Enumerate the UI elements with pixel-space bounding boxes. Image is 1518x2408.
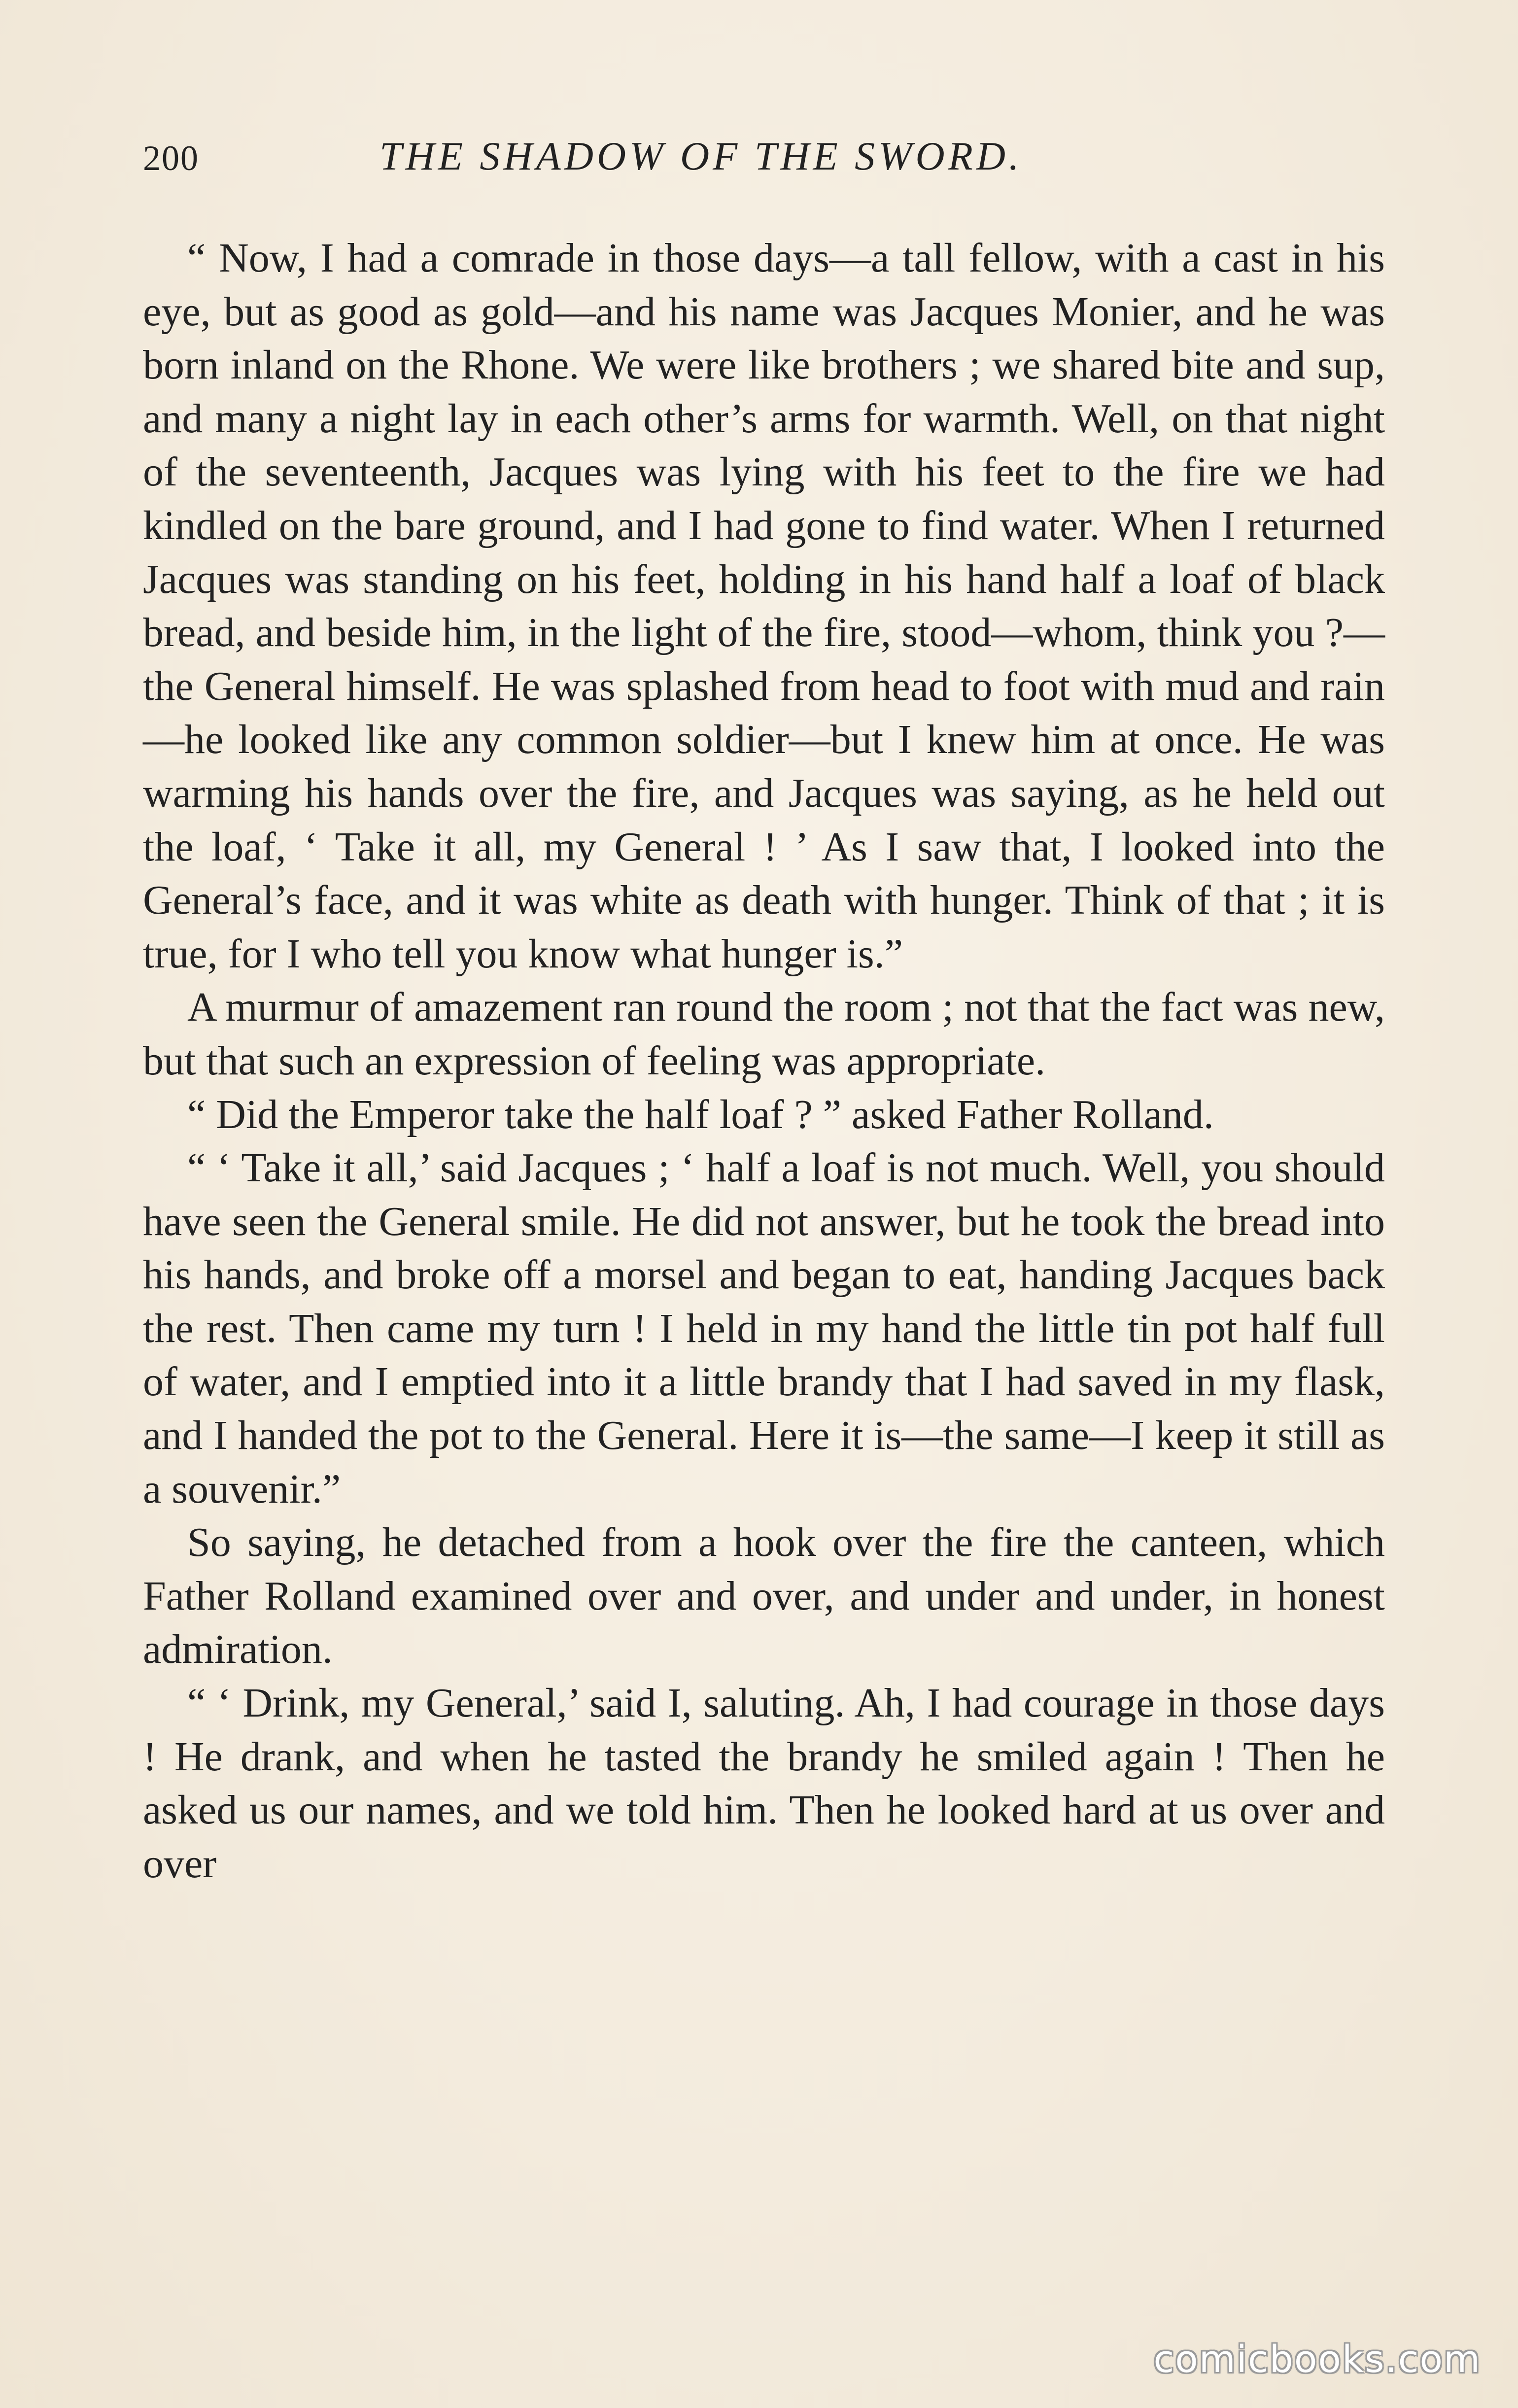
page-header <box>143 133 1375 192</box>
paragraph: A murmur of amazement ran round the room ; not that the fact was new, but that such an expression of feeling was appropriate. <box>143 984 1385 1084</box>
body-text <box>143 232 1385 1891</box>
page-number: 200 <box>143 138 199 178</box>
paragraph: “ Did the Emperor take the half loaf ? ” asked Father Rolland. <box>187 1091 1214 1137</box>
paragraph: “ Now, I had a comrade in those days—a tall fellow, with a cast in his eye, but as good as gold—and his name was Jacques Monier, and he was born inland on the Rhone. We were like brothers ; we shared bite and sup, and many a night lay in each other’s arms for warmth. Well, on that night of the seventeenth, Jacques was lying with his feet to the fire we had kindled on the bare ground, and I had gone to find water. When I returned Jacques was standing on his feet, holding in his hand half a loaf of black bread, and beside him, in the light of the fire, stood—whom, think you ?—the General himself. He was splashed from head to foot with mud and rain—he looked like any common soldier—but I knew him at once. He was warming his hands over the fire, and Jacques was saying, as he held out the loaf, ‘ Take it all, my General ! ’ As I saw that, I looked into the General’s face, and it was white as death with hunger. Think of that ; it is true, for I who tell you know what hunger is.” <box>143 235 1385 977</box>
running-title: THE SHADOW OF THE SWORD. <box>380 134 1023 178</box>
paragraph: “ ‘ Drink, my General,’ said I, saluting. Ah, I had courage in those days ! He drank, and when he tasted the brandy he smiled again ! Then he asked us our names, and we told him. Then he looked hard at us over and over <box>143 1680 1385 1887</box>
paragraph: “ ‘ Take it all,’ said Jacques ; ‘ half a loaf is not much. Well, you should have seen the General smile. He did not answer, but he took the bread into his hands, and broke off a morsel and began to eat, handing Jacques back the rest. Then came my turn ! I held in my hand the little tin pot half full of water, and I emptied into it a little brandy that I had saved in my flask, and I handed the pot to the General. Here it is—the same—I keep it still as a souvenir.” <box>143 1145 1385 1512</box>
watermark: comicbooks.com <box>1153 2337 1481 2381</box>
paragraph: So saying, he detached from a hook over the fire the canteen, which Father Rolland examined over and over, and under and under, in honest admiration. <box>143 1519 1385 1673</box>
